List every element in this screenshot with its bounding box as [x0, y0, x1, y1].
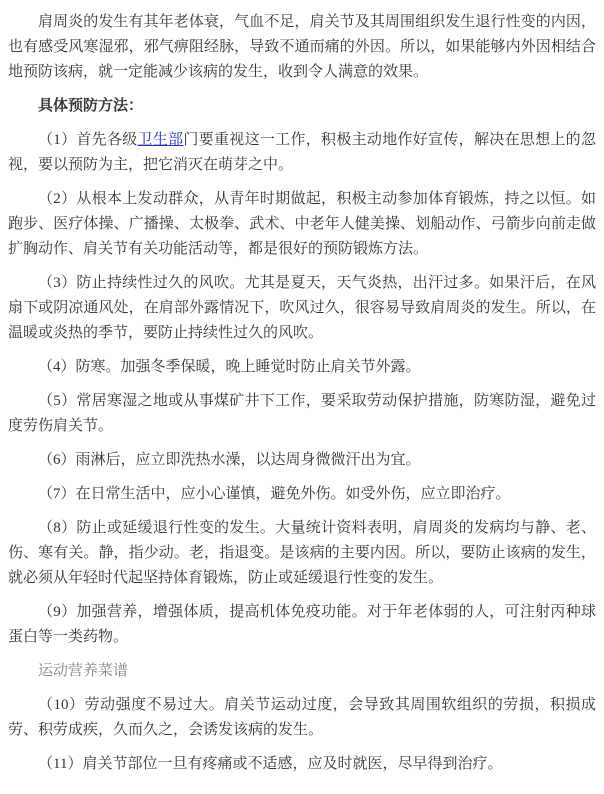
paragraph-text: （7）在日常生活中，应小心谨慎，避免外伤。如受外伤，应立即治疗。	[38, 486, 511, 502]
paragraph-body	[8, 752, 596, 777]
paragraph-body	[8, 187, 596, 262]
paragraph-body	[8, 516, 596, 591]
paragraph-body	[8, 693, 596, 743]
paragraph-text: （11）肩关节部位一旦有疼痛或不适感，应及时就医，尽早得到治疗。	[38, 756, 503, 772]
paragraph-text: （9）加强营养，增强体质，提高机体免疫功能。对于年老体弱的人，可注射丙种球蛋白等一类药物。	[8, 604, 596, 645]
paragraph-text: （4）防寒。加强冬季保暖，晚上睡觉时防止肩关节外露。	[38, 359, 421, 375]
health-ministry-link[interactable]: 卫生部	[137, 132, 184, 148]
paragraph-text: （2）从根本上发动群众，从青年时期做起，积极主动参加体育锻炼，持之以恒。如跑步、医疗体操、广播操、太极拳、武术、中老年人健美操、划船动作、弓箭步向前走做扩胸动作、肩关节有关功能活动等，都是很好的预防锻炼方法。	[8, 191, 596, 257]
paragraph-text: 具体预防方法：	[38, 98, 144, 114]
section-heading	[8, 94, 596, 119]
paragraph-body	[8, 271, 596, 346]
paragraph-body	[8, 355, 596, 380]
paragraph-text: （5）常居寒湿之地或从事煤矿井下工作，要采取劳动保护措施，防寒防湿，避免过度劳伤肩关节。	[8, 393, 596, 434]
section-subheading	[8, 659, 596, 684]
paragraph-text: 运动营养菜谱	[38, 663, 129, 679]
paragraph-text: 门要重视这一工作，积极主动地作好宣传，解决在思想上的忽视，要以预防为主，把它消灭在萌芽之中。	[8, 132, 596, 173]
paragraph-body	[8, 600, 596, 650]
paragraph-body	[8, 10, 596, 85]
paragraph-body	[8, 482, 596, 507]
paragraph-body	[8, 128, 596, 178]
paragraph-text: （6）雨淋后，应立即洗热水澡，以达周身微微汗出为宜。	[38, 452, 421, 468]
paragraph-text: （10）劳动强度不易过大。肩关节运动过度，会导致其周围软组织的劳损，积损成劳、积劳成疾，久而久之，会诱发该病的发生。	[8, 697, 596, 738]
paragraph-body	[8, 448, 596, 473]
paragraph-text: （3）防止持续性过久的风吹。尤其是夏天，天气炎热，出汗过多。如果汗后，在风扇下或阴凉通风处，在肩部外露情况下，吹风过久，很容易导致肩周炎的发生。所以，在温暖或炎热的季节，要防止持续性过久的风吹。	[8, 275, 596, 341]
paragraph-text: （1）首先各级	[38, 132, 138, 148]
paragraph-body	[8, 389, 596, 439]
paragraph-text: 肩周炎的发生有其年老体衰，气血不足，肩关节及其周围组织发生退行性变的内因，也有感受风寒湿邪，邪气痹阻经脉，导致不通而痛的外因。所以，如果能够内外因相结合地预防该病，就一定能减少该病的发生，收到令人满意的效果。	[8, 14, 596, 80]
paragraph-text: （8）防止或延缓退行性变的发生。大量统计资料表明，肩周炎的发病均与静、老、伤、寒有关。静，指少动。老，指退变。是该病的主要内因。所以，要防止该病的发生，就必须从年轻时代起坚持体育锻炼，防止或延缓退行性变的发生。	[8, 520, 596, 586]
